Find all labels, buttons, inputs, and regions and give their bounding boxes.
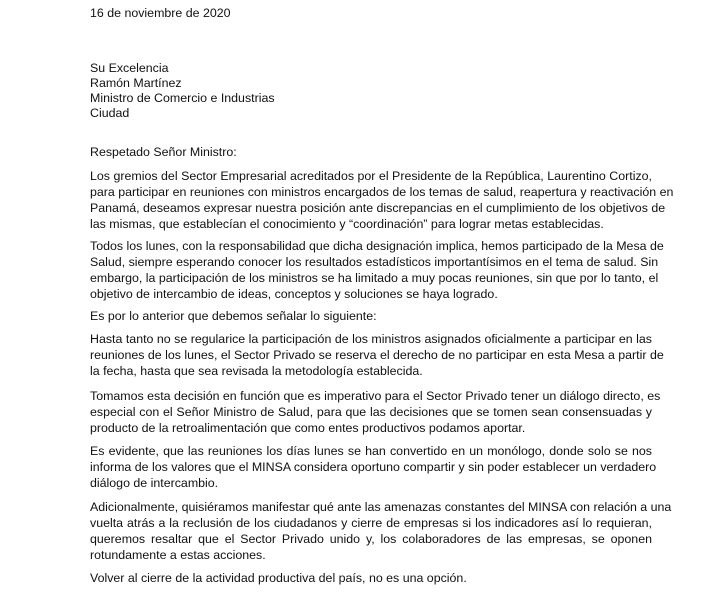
- paragraph-line: especial con el Señor Ministro de Salud, para que las decisiones que se tomen sean consensuadas y: [90, 405, 652, 419]
- paragraph-line: embargo, la participación de los ministros se ha limitado a muy pocas reuniones, sin que por lo tanto, el: [90, 271, 659, 285]
- paragraph-line: Hasta tanto no se regularice la participación de los ministros asignados oficialmente a participar en las: [90, 332, 652, 346]
- paragraph-line: informa de los valores que el MINSA considera oportuno compartir y sin poder establecer un verdadero: [90, 460, 657, 474]
- salutation: Respetado Señor Ministro:: [90, 145, 237, 159]
- paragraph-line: Adicionalmente, quisiéramos manifestar qué ante las amenazas constantes del MINSA con relación a una: [90, 500, 672, 514]
- paragraph-line: Salud, siempre esperando conocer los resultados estadísticos importantísimos en el tema de salud. Sin: [90, 255, 659, 269]
- paragraph-line: para participar en reuniones con ministros encargados de los temas de salud, reapertura y reactivación en: [90, 185, 674, 199]
- paragraph-line: reuniones de los lunes, el Sector Privado se reserva el derecho de no participar en esta Mesa a partir de: [90, 348, 664, 362]
- paragraph-line: Es por lo anterior que debemos señalar lo siguiente:: [90, 309, 377, 323]
- paragraph-line: vuelta atrás a la reclusión de los ciudadanos y cierre de empresas si los indicadores así lo requieran,: [90, 516, 652, 530]
- recipient-title: Ministro de Comercio e Industrias: [90, 91, 275, 105]
- paragraph-line: producto de la retroalimentación que como entes productivos podamos aportar.: [90, 421, 526, 435]
- body-paragraph: [90, 570, 652, 586]
- paragraph-line: Volver al cierre de la actividad productiva del país, no es una opción.: [90, 571, 467, 585]
- paragraph-line: Tomamos esta decisión en función que es imperativo para el Sector Privado tener un diálogo directo, es: [90, 389, 661, 403]
- paragraph-line: Panamá, deseamos expresar nuestra posición ante discrepancias en el cumplimiento de los objetivos de: [90, 201, 666, 215]
- body-paragraph: [90, 168, 674, 232]
- paragraph-line: la fecha, hasta que sea revisada la metodología establecida.: [90, 364, 423, 378]
- paragraph-line: las mismas, que establecían el conocimiento y “coordinación” para lograr metas establecidas.: [90, 217, 604, 231]
- recipient-city: Ciudad: [90, 106, 130, 120]
- paragraph-line: Todos los lunes, con la responsabilidad que dicha designación implica, hemos participado de la Mesa de: [90, 239, 664, 253]
- body-paragraph: [90, 331, 664, 379]
- letter-date: 16 de noviembre de 2020: [90, 6, 231, 20]
- paragraph-line: Los gremios del Sector Empresarial acreditados por el Presidente de la República, Laurentino Cortizo,: [90, 169, 652, 183]
- recipient-honorific: Su Excelencia: [90, 61, 169, 75]
- recipient-name: Ramón Martínez: [90, 76, 182, 90]
- body-paragraph: [90, 238, 664, 302]
- paragraph-line: objetivo de intercambio de ideas, conceptos y soluciones se haya logrado.: [90, 287, 498, 301]
- body-paragraph: [90, 499, 672, 563]
- body-paragraph: [90, 308, 652, 324]
- body-paragraph: [90, 388, 661, 436]
- paragraph-line: rotundamente a estas acciones.: [90, 548, 266, 562]
- paragraph-line: diálogo de intercambio.: [90, 476, 219, 490]
- paragraph-line: queremos resaltar que el Sector Privado unido y, los colaboradores de las empresas, se oponen: [90, 532, 652, 546]
- paragraph-line: Es evidente, que las reuniones los días lunes se han convertido en un monólogo, donde solo se nos: [90, 444, 652, 458]
- body-paragraph: [90, 443, 657, 491]
